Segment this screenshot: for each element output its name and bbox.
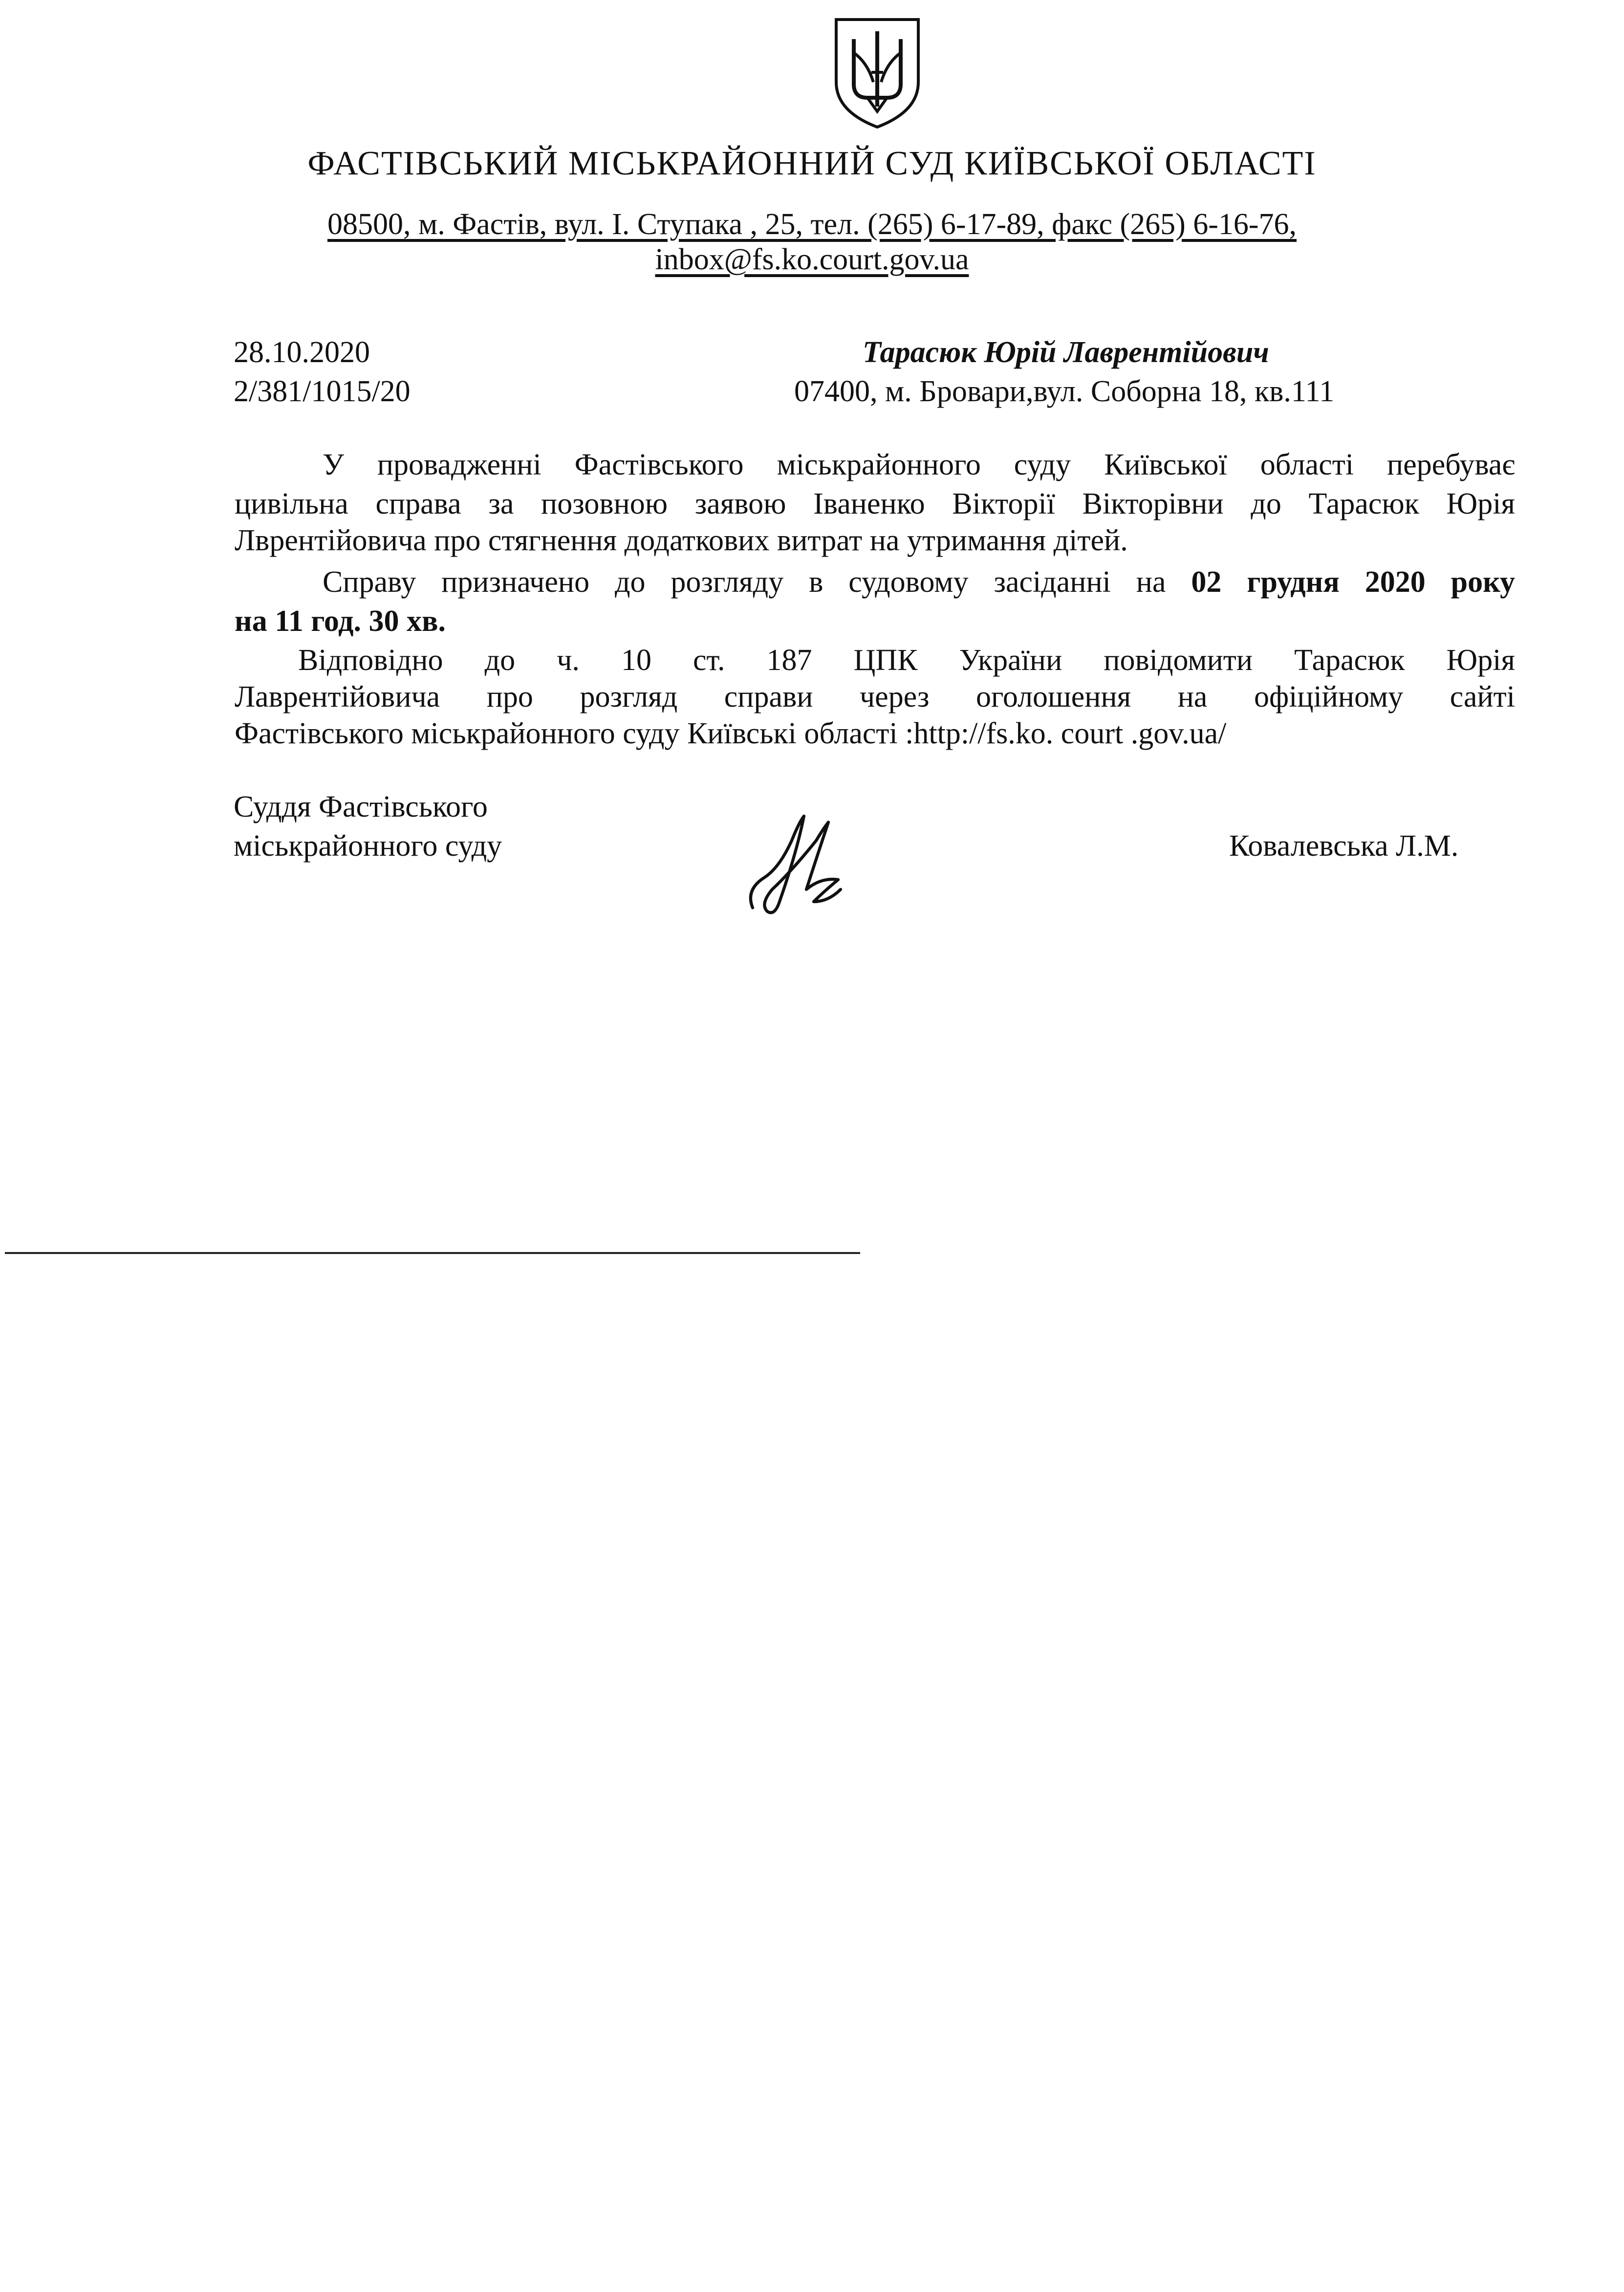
hearing-intro: Справу призначено до розгляду в судовому засіданні на [323, 565, 1166, 599]
judge-name: Ковалевська Л.М. [1229, 829, 1459, 863]
letter-date: 28.10.2020 [234, 336, 370, 369]
paragraph-3-line-1: Відповідно до ч. 10 ст. 187 ЦПК України повідомити Тарасюк Юрія [298, 644, 1515, 677]
judge-title-line-2: міськрайонного суду [234, 829, 502, 863]
case-number: 2/381/1015/20 [234, 375, 411, 408]
recipient-address: 07400, м. Бровари,вул. Соборна 18, кв.111 [794, 375, 1335, 408]
handwritten-signature-icon [743, 801, 865, 929]
court-address: 08500, м. Фастів, вул. І. Ступака , 25, тел. (265) 6-17-89, факс (265) 6-16-76, [327, 208, 1297, 241]
hearing-time [235, 606, 1515, 636]
hearing-date: 02 грудня 2020 року [1191, 565, 1516, 599]
paragraph-1-line-2: цивільна справа за позовною заявою Іваненко Вікторії Вікторівни до Тарасюк Юрія [235, 487, 1515, 520]
court-email: inbox@fs.ko.court.gov.ua [655, 243, 969, 276]
hearing-time-text: на 11 год. 30 хв. [235, 605, 446, 638]
paragraph-1-line-3: Лврентійовича про стягнення додаткових витрат на утримання дітей. [235, 524, 1128, 557]
court-name-heading: ФАСТІВСЬКИЙ МІСЬКРАЙОННИЙ СУД КИЇВСЬКОЇ ОБЛАСТІ [307, 145, 1317, 182]
paragraph-2-line-1 [323, 567, 1515, 597]
trident-coat-of-arms-icon [828, 14, 926, 131]
horizontal-rule [5, 1252, 860, 1254]
recipient-name: Тарасюк Юрій Лаврентійович [863, 336, 1269, 369]
paragraph-1-line-1: У провадженні Фастівського міськрайонного суду Київської області перебуває [323, 448, 1515, 481]
paragraph-3-line-3: Фастівського міськрайонного суду Київські області :http://fs.ko. court .gov.ua/ [235, 717, 1227, 750]
paragraph-3-line-2: Лаврентійовича про розгляд справи через оголошення на офіційному сайті [235, 680, 1515, 714]
judge-title-line-1: Суддя Фастівського [234, 790, 488, 823]
